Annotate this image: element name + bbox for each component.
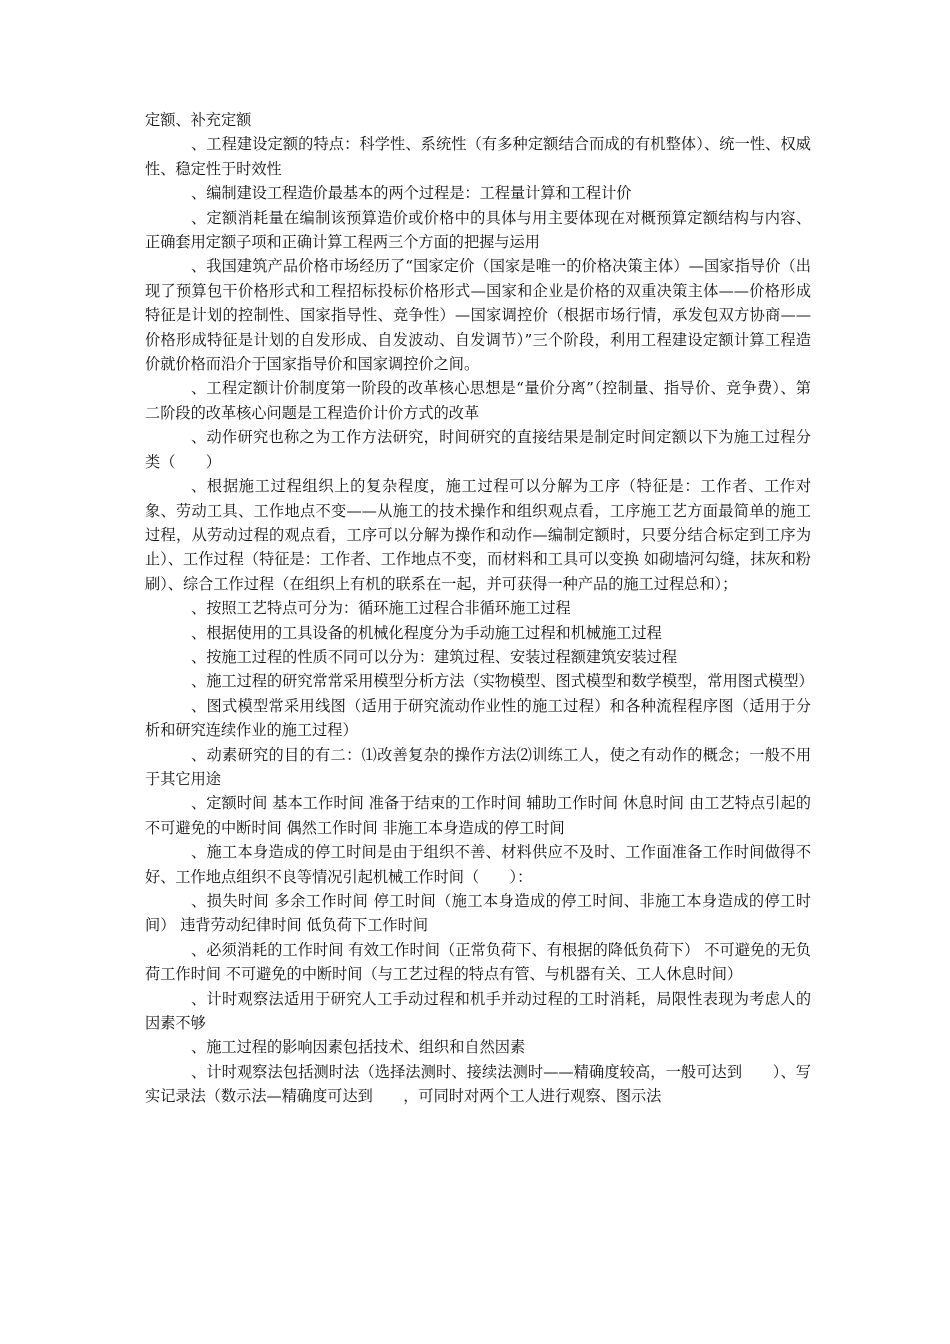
paragraph: 、计时观察法包括测时法（选择法测时、接续法测时——精确度较高，一般可达到 ）、写实记录法（数示法—精确度可达到 ，可同时对两个工人进行观察、图示法 bbox=[145, 1062, 811, 1106]
paragraph: 、图式模型常采用线图（适用于研究流动作业性的施工过程）和各种流程程序图（适用于分析和研究连续作业的施工过程） bbox=[145, 696, 811, 740]
paragraph: 、定额时间 基本工作时间 准备于结束的工作时间 辅助工作时间 休息时间 由工艺特点引起的不可避免的中断时间 偶然工作时间 非施工本身造成的停工时间 bbox=[145, 794, 811, 837]
paragraph: 、按照工艺特点可分为：循环施工过程合非循环施工过程 bbox=[191, 599, 571, 618]
paragraph: 、工程建设定额的特点：科学性、系统性（有多种定额结合而成的有机整体）、统一性、权威性、稳定性于时效性 bbox=[145, 135, 811, 178]
paragraph: 、施工过程的研究常常采用模型分析方法（实物模型、图式模型和数学模型，常用图式模型） bbox=[191, 672, 814, 691]
paragraph: 、损失时间 多余工作时间 停工时间（施工本身造成的停工时间、非施工本身造成的停工时间） 违背劳动纪律时间 低负荷下工作时间 bbox=[145, 892, 811, 935]
paragraph: 、编制建设工程造价最基本的两个过程是：工程量计算和工程计价 bbox=[191, 184, 632, 203]
paragraph: 、动作研究也称之为工作方法研究，时间研究的直接结果是制定时间定额以下为施工过程分类（ ） bbox=[145, 428, 811, 471]
paragraph: 、按施工过程的性质不同可以分为：建筑过程、安装过程额建筑安装过程 bbox=[191, 647, 677, 666]
paragraph: 、工程定额计价制度第一阶段的改革核心思想是“量价分离”（控制量、指导价、竞争费）、第二阶段的改革核心问题是工程造价计价方式的改革 bbox=[145, 379, 811, 422]
paragraph: 、计时观察法适用于研究人工手动过程和机手并动过程的工时消耗，局限性表现为考虑人的因素不够 bbox=[145, 989, 811, 1033]
document-body bbox=[145, 108, 814, 1109]
paragraph: 、定额消耗量在编制该预算造价或价格中的具体与用主要体现在对概预算定额结构与内容、正确套用定额子项和正确计算工程两三个方面的把握与运用 bbox=[145, 208, 811, 252]
paragraph: 、施工过程的影响因素包括技术、组织和自然因素 bbox=[191, 1038, 526, 1057]
paragraph: 、我国建筑产品价格市场经历了“国家定价（国家是唯一的价格决策主体）—国家指导价（出现了预算包干价格形式和工程招标投标价格形式—国家和企业是价格的双重决策主体——价格形成特征是计划的控制性、国家指导性、竞争性）—国家调控价（根据市场行情，承发包双方协商——价格形成特征是计划的自发形成、自发波动、自发调节）”三个阶段，利用工程建设定额计算工程造价就价格而沿介于国家指导价和国家调控价之间。 bbox=[145, 257, 811, 374]
paragraph: 、必须消耗的工作时间 有效工作时间（正常负荷下、有根据的降低负荷下） 不可避免的无负荷工作时间 不可避免的中断时间（与工艺过程的特点有管、与机器有关、工人休息时间） bbox=[145, 940, 811, 984]
paragraph: 、施工本身造成的停工时间是由于组织不善、材料供应不及时、工作面准备工作时间做得不好、工作地点组织不良等情况引起机械工作时间（ ）： bbox=[145, 843, 811, 886]
paragraph: 、根据施工过程组织上的复杂程度，施工过程可以分解为工序（特征是：工作者、工作对象、劳动工具、工作地点不变——从施工的技术操作和组织观点看，工序施工艺方面最简单的施工过程，从劳动过程的观点看，工序可以分解为操作和动作—编制定额时，只要分结合标定到工序为止）、工作过程（特征是：工作者、工作地点不变，而材料和工具可以变换 如砌墙河勾缝，抹灰和粉刷）、综合工作过程（在组织上有机的联系在一起，并可获得一种产品的施工过程总和）； bbox=[145, 477, 811, 593]
paragraph: 定额、补充定额 bbox=[145, 111, 252, 129]
paragraph: 、根据使用的工具设备的机械化程度分为手动施工过程和机械施工过程 bbox=[191, 623, 662, 642]
paragraph: 、动素研究的目的有二：⑴改善复杂的操作方法⑵训练工人，使之有动作的概念；一般不用于其它用途 bbox=[145, 745, 811, 788]
